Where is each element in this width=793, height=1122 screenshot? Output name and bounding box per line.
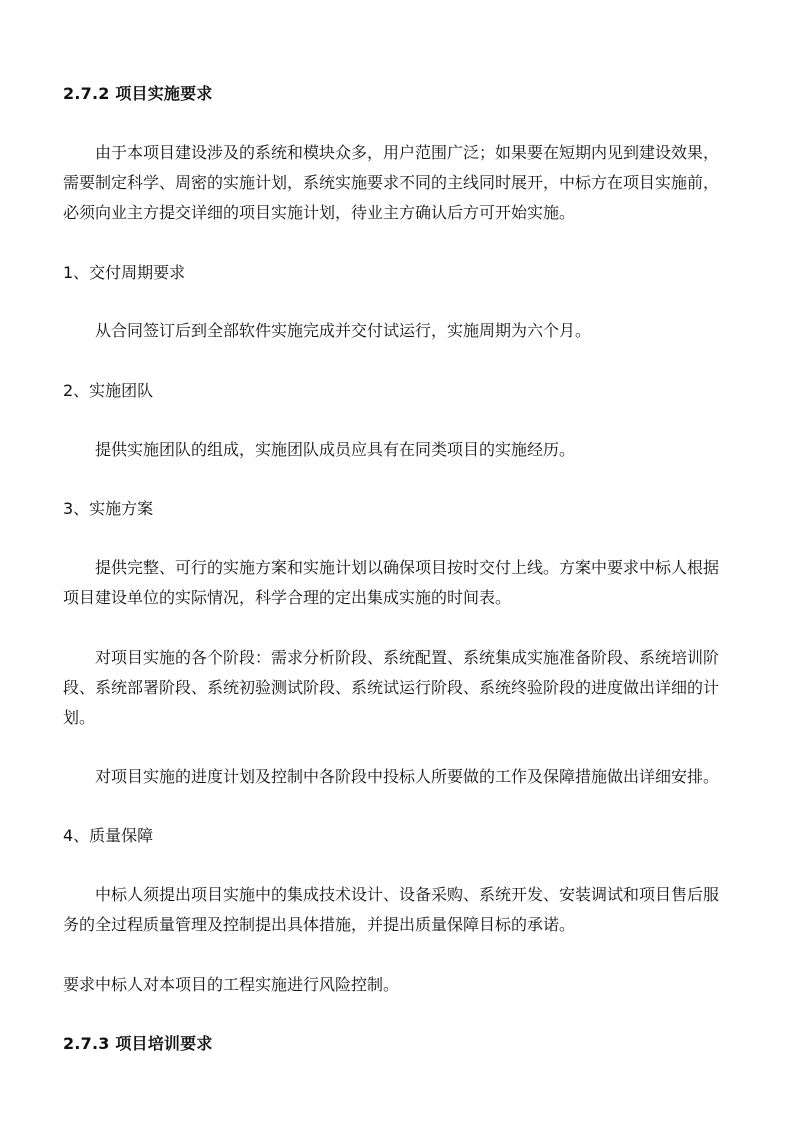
subheading-quality-assurance: 4、质量保障 — [63, 826, 154, 845]
paragraph-line: 由于本项目建设涉及的系统和模块众多，用户范围广泛；如果要在短期内见到建设效果， — [95, 143, 720, 162]
paragraph-line: 中标人须提出项目实施中的集成技术设计、设备采购、系统开发、安装调试和项目售后服 — [95, 885, 720, 904]
section-title-2-7-3: 2.7.3 项目培训要求 — [63, 1034, 213, 1053]
paragraph-line: 对项目实施的各个阶段：需求分析阶段、系统配置、系统集成实施准备阶段、系统培训阶 — [95, 648, 720, 667]
section-title-2-7-2: 2.7.2 项目实施要求 — [63, 84, 213, 103]
paragraph-line: 对项目实施的进度计划及控制中各阶段中投标人所要做的工作及保障措施做出详细安排。 — [95, 767, 720, 786]
subheading-implementation-team: 2、实施团队 — [63, 381, 154, 400]
paragraph-line: 务的全过程质量管理及控制提出具体措施，并提出质量保障目标的承诺。 — [63, 915, 576, 934]
paragraph-line: 从合同签订后到全部软件实施完成并交付试运行，实施周期为六个月。 — [95, 321, 592, 340]
subheading-implementation-plan: 3、实施方案 — [63, 499, 154, 518]
paragraph-line: 必须向业主方提交详细的项目实施计划，待业主方确认后方可开始实施。 — [63, 203, 576, 222]
subheading-delivery-cycle: 1、交付周期要求 — [63, 263, 186, 282]
paragraph-line: 项目建设单位的实际情况，科学合理的定出集成实施的时间表。 — [63, 588, 512, 607]
paragraph-line: 提供完整、可行的实施方案和实施计划以确保项目按时交付上线。方案中要求中标人根据 — [95, 558, 720, 577]
paragraph-line: 划。 — [63, 708, 96, 727]
paragraph-line: 段、系统部署阶段、系统初验测试阶段、系统试运行阶段、系统终验阶段的进度做出详细的计 — [63, 678, 720, 697]
paragraph-line: 提供实施团队的组成，实施团队成员应具有在同类项目的实施经历。 — [95, 440, 576, 459]
paragraph-line: 需要制定科学、周密的实施计划，系统实施要求不同的主线同时展开，中标方在项目实施前， — [63, 173, 720, 192]
paragraph-line: 要求中标人对本项目的工程实施进行风险控制。 — [63, 975, 400, 994]
